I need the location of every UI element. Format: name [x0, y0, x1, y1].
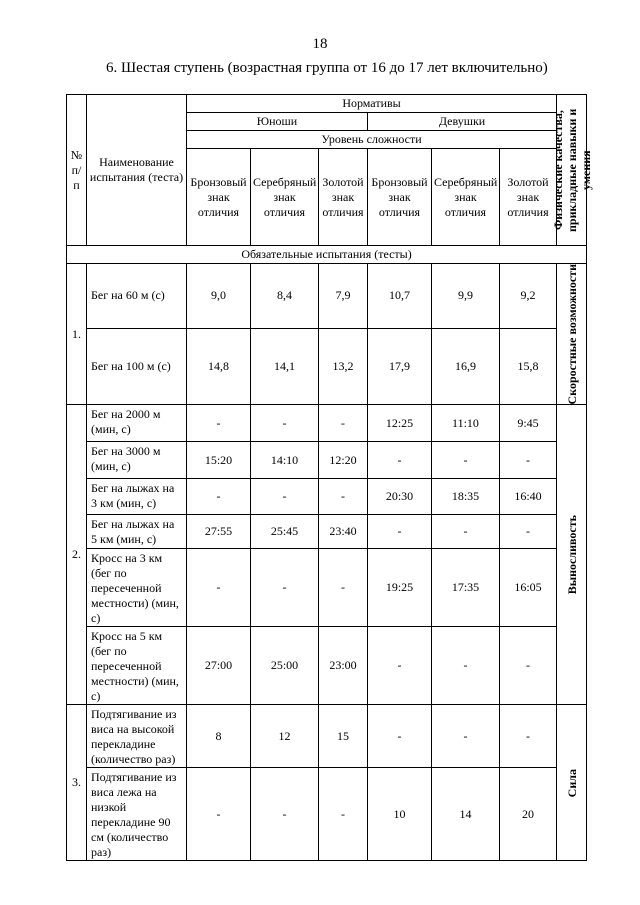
test-name: Бег на лыжах на 5 км (мин, с) [87, 515, 187, 549]
norm-value: - [251, 768, 319, 861]
header-level [368, 149, 432, 246]
norm-value: - [187, 768, 251, 861]
norm-value: 23:40 [319, 515, 368, 549]
test-name: Подтягивание из виса на высокой перекладине (количество раз) [87, 705, 187, 768]
norm-value: 27:00 [187, 627, 251, 705]
norm-value: 7,9 [319, 264, 368, 329]
quality-cell [557, 405, 587, 705]
table-row [67, 768, 587, 861]
header-level [500, 149, 557, 246]
norm-value: 14,1 [251, 328, 319, 405]
level-label: Бронзовый знак отличия [190, 174, 247, 219]
norm-value: 10,7 [368, 264, 432, 329]
group-index: 1. [67, 264, 87, 405]
norm-value: - [187, 405, 251, 442]
test-name: Бег на 60 м (с) [87, 264, 187, 329]
norm-value: - [319, 768, 368, 861]
norm-value: 18:35 [432, 479, 500, 515]
header-test-name: Наименование испытания (теста) [87, 95, 187, 246]
norm-value: - [368, 705, 432, 768]
table-row [67, 405, 587, 442]
norm-value: 12 [251, 705, 319, 768]
level-label: Золотой знак отличия [322, 174, 364, 219]
header-level [432, 149, 500, 246]
header-qualities-text: Физические качества, прикладные навыки и умения [550, 108, 593, 232]
norm-value: - [500, 627, 557, 705]
norm-value: 10 [368, 768, 432, 861]
norm-value: - [500, 515, 557, 549]
norm-value: 16:05 [500, 549, 557, 627]
norm-value: 20:30 [368, 479, 432, 515]
norm-value: - [500, 442, 557, 479]
quality-label: Скоростные возможности [564, 264, 579, 405]
norm-value: 9:45 [500, 405, 557, 442]
quality-label: Выносливость [564, 515, 579, 595]
norm-value: 9,9 [432, 264, 500, 329]
level-label: Золотой знак отличия [507, 174, 549, 219]
test-name: Кросс на 3 км (бег по пересеченной местности) (мин, с) [87, 549, 187, 627]
group-index: 2. [67, 405, 87, 705]
norm-value: 14,8 [187, 328, 251, 405]
norm-value: - [251, 549, 319, 627]
mandatory-tests-header: Обязательные испытания (тесты) [67, 246, 587, 264]
page-number: 18 [312, 36, 328, 52]
norm-value: - [368, 515, 432, 549]
test-name: Бег на 100 м (с) [87, 328, 187, 405]
table-row [67, 264, 587, 329]
norm-value: 27:55 [187, 515, 251, 549]
norm-value: 17:35 [432, 549, 500, 627]
norm-value: 19:25 [368, 549, 432, 627]
norm-value: 8 [187, 705, 251, 768]
table-row [67, 549, 587, 627]
test-name: Бег на лыжах на 3 км (мин, с) [87, 479, 187, 515]
norm-value: - [368, 627, 432, 705]
norm-value: 15 [319, 705, 368, 768]
norm-value: 16,9 [432, 328, 500, 405]
header-qualities [550, 95, 593, 246]
table-row [67, 442, 587, 479]
norm-value: - [432, 442, 500, 479]
norm-value: 14 [432, 768, 500, 861]
quality-cell [557, 705, 587, 861]
test-name: Подтягивание из виса лежа на низкой перекладине 90 см (количество раз) [87, 768, 187, 861]
norm-value: 12:25 [368, 405, 432, 442]
test-name: Бег на 3000 м (мин, с) [87, 442, 187, 479]
section-title: 6. Шестая ступень (возрастная группа от 16 до 17 лет включительно) [106, 60, 548, 76]
norm-value: - [187, 479, 251, 515]
level-label: Серебряный знак отличия [434, 174, 498, 219]
table-row [67, 515, 587, 549]
norm-value: 16:40 [500, 479, 557, 515]
level-label: Серебряный знак отличия [253, 174, 317, 219]
norm-value: 15,8 [500, 328, 557, 405]
norm-value: - [432, 515, 500, 549]
header-level [251, 149, 319, 246]
test-name: Бег на 2000 м (мин, с) [87, 405, 187, 442]
norm-value: - [432, 705, 500, 768]
norm-value: - [432, 627, 500, 705]
level-label: Бронзовый знак отличия [371, 174, 428, 219]
header-boys: Юноши [187, 113, 368, 131]
table-row [67, 328, 587, 405]
norm-value: 23:00 [319, 627, 368, 705]
norm-value: 12:20 [319, 442, 368, 479]
header-difficulty: Уровень сложности [187, 131, 557, 149]
header-norms: Нормативы [187, 95, 557, 113]
header-level [187, 149, 251, 246]
norm-value: 25:00 [251, 627, 319, 705]
quality-cell [557, 264, 587, 405]
norm-value: 20 [500, 768, 557, 861]
norm-value: - [500, 705, 557, 768]
norm-value: - [319, 549, 368, 627]
table-row [67, 705, 587, 768]
test-name: Кросс на 5 км (бег по пересеченной местности) (мин, с) [87, 627, 187, 705]
norm-value: 25:45 [251, 515, 319, 549]
norm-value: 17,9 [368, 328, 432, 405]
header-girls: Девушки [368, 113, 557, 131]
norm-value: 11:10 [432, 405, 500, 442]
norm-value: - [187, 549, 251, 627]
norms-table [66, 94, 593, 861]
norm-value: 13,2 [319, 328, 368, 405]
header-level [319, 149, 368, 246]
norm-value: - [319, 479, 368, 515]
group-index: 3. [67, 705, 87, 861]
norm-value: 14:10 [251, 442, 319, 479]
norm-value: - [319, 405, 368, 442]
norm-value: - [368, 442, 432, 479]
header-num: № п/п [67, 95, 87, 246]
quality-label: Сила [564, 768, 579, 798]
norm-value: 8,4 [251, 264, 319, 329]
norm-value: - [251, 405, 319, 442]
norm-value: 9,2 [500, 264, 557, 329]
table-row [67, 479, 587, 515]
table-row [67, 627, 587, 705]
norm-value: 9,0 [187, 264, 251, 329]
norm-value: 15:20 [187, 442, 251, 479]
norm-value: - [251, 479, 319, 515]
